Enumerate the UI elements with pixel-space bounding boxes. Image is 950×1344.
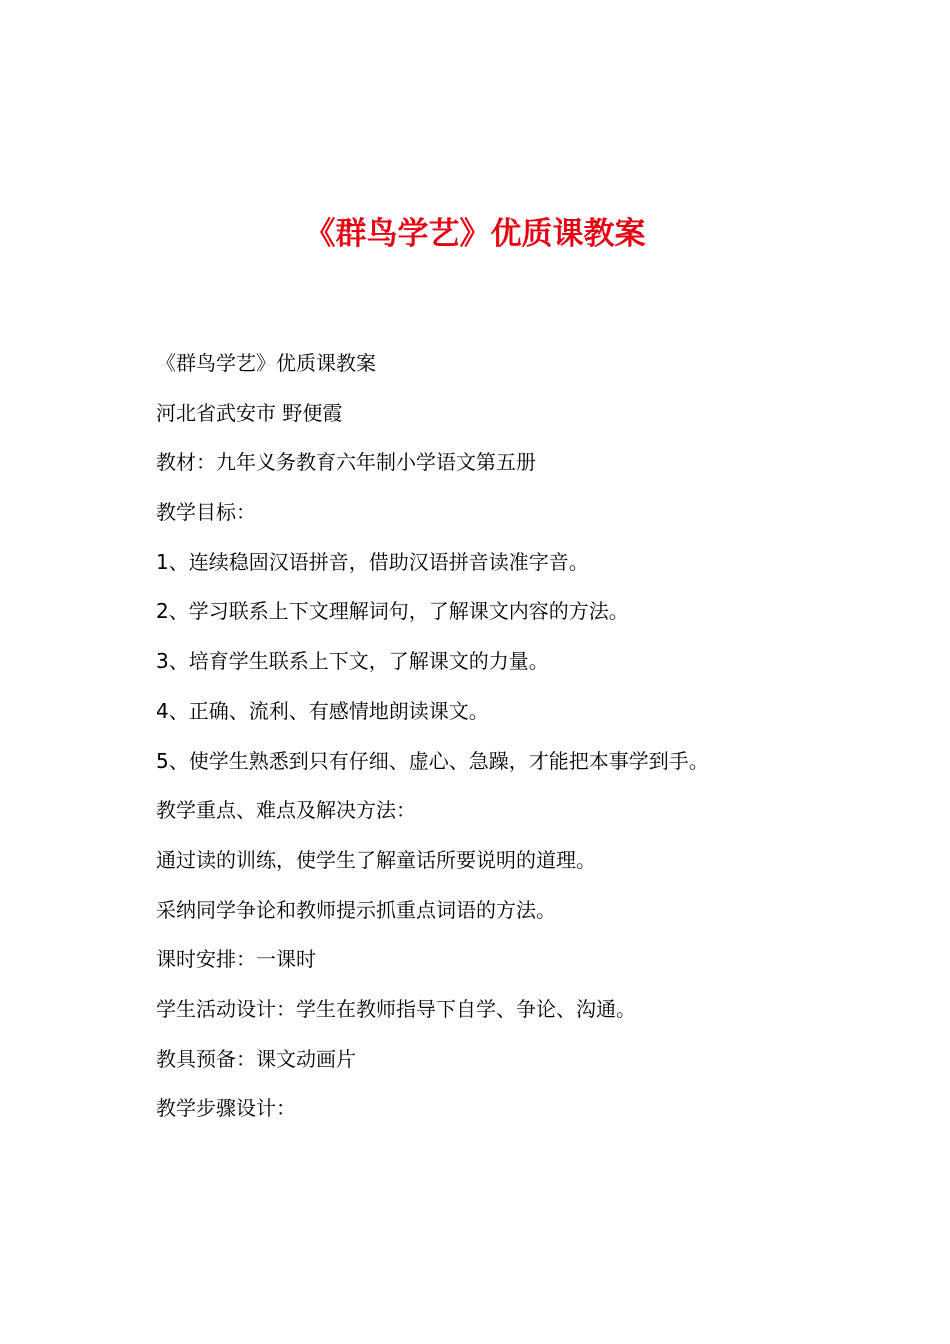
document-title: 《群鸟学艺》优质课教案: [304, 216, 646, 252]
body-line-objective-4: 4、正确、流利、有感情地朗读课文。: [156, 698, 489, 723]
document-body: [156, 345, 876, 1140]
body-line-objective-3: 3、培育学生联系上下文，了解课文的力量。: [156, 649, 549, 674]
body-line-key-point-1: 通过读的训练，使学生了解童话所要说明的道理。: [156, 847, 596, 872]
body-line-teaching-aids: 教具预备：课文动画片: [156, 1046, 356, 1071]
body-line-schedule: 课时安排：一课时: [156, 947, 316, 972]
body-line-author: 河北省武安市 野便霞: [156, 400, 343, 425]
body-line-textbook: 教材：九年义务教育六年制小学语文第五册: [156, 450, 536, 475]
body-line-objective-5: 5、使学生熟悉到只有仔细、虚心、急躁，才能把本事学到手。: [156, 748, 709, 773]
body-line-steps-heading: 教学步骤设计：: [156, 1096, 296, 1121]
body-line-key-points-heading: 教学重点、难点及解决方法：: [156, 798, 416, 823]
body-line-activity-design: 学生活动设计：学生在教师指导下自学、争论、沟通。: [156, 996, 636, 1021]
body-line-objectives-heading: 教学目标：: [156, 500, 256, 525]
body-line-objective-2: 2、学习联系上下文理解词句，了解课文内容的方法。: [156, 599, 629, 624]
body-line-subtitle: 《群鸟学艺》优质课教案: [156, 351, 376, 375]
body-line-key-point-2: 采纳同学争论和教师提示抓重点词语的方法。: [156, 897, 556, 922]
body-line-objective-1: 1、连续稳固汉语拼音，借助汉语拼音读准字音。: [156, 549, 589, 574]
